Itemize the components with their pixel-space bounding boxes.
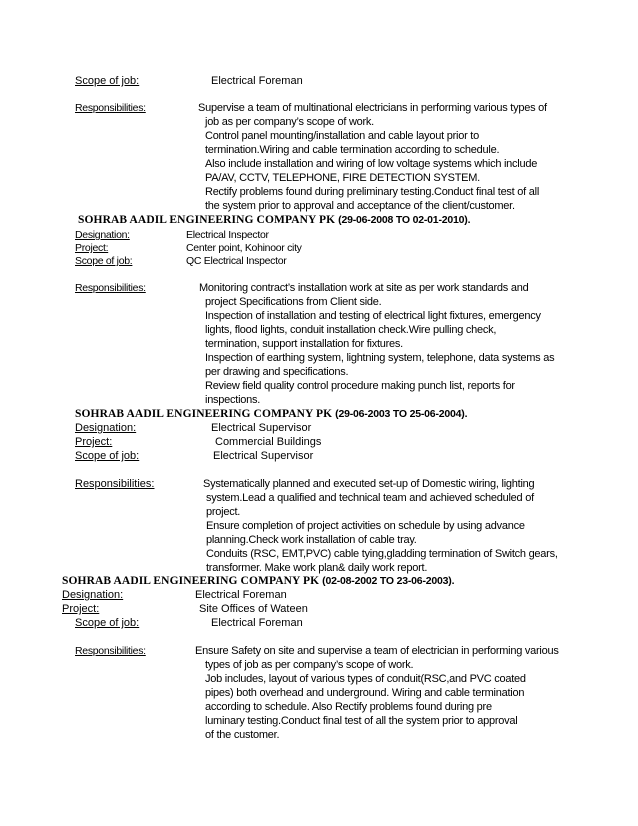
s3-company-heading xyxy=(75,408,467,420)
s4-resp-line: luminary testing.Conduct final test of all the system prior to approval xyxy=(205,715,518,727)
s3-resp-line: transformer. Make work plan& daily work report. xyxy=(206,562,428,574)
s2-resp-line: project Specifications from Client side. xyxy=(205,296,382,308)
s3-company-name: SOHRAB AADIL ENGINEERING COMPANY PK xyxy=(75,408,333,420)
s2-designation-label: Designation: xyxy=(75,229,130,241)
s3-resp-line: planning.Check work installation of cable tray. xyxy=(206,534,417,546)
s3-designation-value: Electrical Supervisor xyxy=(211,422,312,434)
s1-resp-label: Responsibilities: xyxy=(75,102,146,114)
s4-resp-line: Ensure Safety on site and supervise a team of electrician in performing various xyxy=(195,645,559,657)
s3-designation-label: Designation: xyxy=(75,422,137,434)
s4-scope-label: Scope of job: xyxy=(75,617,140,629)
s4-project-value: Site Offices of Wateen xyxy=(199,603,308,615)
s1-resp-line: Control panel mounting/installation and cable layout prior to xyxy=(205,130,479,142)
s3-scope-label: Scope of job: xyxy=(75,450,140,462)
s2-resp-label: Responsibilities: xyxy=(75,282,146,294)
s4-company-dates: (02-08-2002 TO 23-06-2003). xyxy=(322,575,455,587)
s3-resp-label: Responsibilities: xyxy=(75,478,155,490)
s2-project-label: Project: xyxy=(75,242,109,254)
s2-resp-line: inspections. xyxy=(205,394,261,406)
s2-resp-line: per drawing and specifications. xyxy=(205,366,349,378)
s4-resp-line: pipes) both overhead and underground. Wiring and cable termination xyxy=(205,687,525,699)
s4-company-name: SOHRAB AADIL ENGINEERING COMPANY PK xyxy=(62,575,320,587)
s2-scope-label: Scope of job: xyxy=(75,255,133,267)
s1-resp-line: Rectify problems found during preliminary testing.Conduct final test of all xyxy=(205,186,540,198)
s1-scope-label: Scope of job: xyxy=(75,75,140,87)
s4-resp-line: Job includes, layout of various types of conduit(RSC,and PVC coated xyxy=(205,673,526,685)
s4-resp-label: Responsibilities: xyxy=(75,645,146,657)
s4-resp-line: types of job as per company’s scope of work. xyxy=(205,659,414,671)
s1-resp-line: Supervise a team of multinational electricians in performing various types of xyxy=(198,102,547,114)
s3-resp-line: Ensure completion of project activities on schedule by using advance xyxy=(206,520,525,532)
s2-company-heading xyxy=(78,214,470,226)
s2-scope-value: QC Electrical Inspector xyxy=(186,255,287,267)
s4-resp-line: according to schedule. Also Rectify problems found during pre xyxy=(205,701,492,713)
s1-resp-line: the system prior to approval and acceptance of the client/customer. xyxy=(205,200,515,212)
s1-resp-line: PA/AV, CCTV, TELEPHONE, FIRE DETECTION SYSTEM. xyxy=(205,172,480,184)
s2-resp-line: Review field quality control procedure making punch list, reports for xyxy=(205,380,515,392)
s2-resp-line: Inspection of earthing system, lightning system, telephone, data systems as xyxy=(205,352,555,364)
s4-project-label: Project: xyxy=(62,603,100,615)
s2-designation-value: Electrical Inspector xyxy=(186,229,269,241)
s2-resp-line: lights, flood lights, conduit installation check.Wire pulling check, xyxy=(205,324,497,336)
s3-scope-value: Electrical Supervisor xyxy=(213,450,314,462)
s1-resp-line: job as per company’s scope of work. xyxy=(205,116,374,128)
s1-scope-value: Electrical Foreman xyxy=(211,75,303,87)
s2-resp-line: Monitoring contract’s installation work at site as per work standards and xyxy=(199,282,529,294)
s4-scope-value: Electrical Foreman xyxy=(211,617,303,629)
s2-project-value: Center point, Kohinoor city xyxy=(186,242,302,254)
s4-designation-value: Electrical Foreman xyxy=(195,589,287,601)
s1-resp-line: Also include installation and wiring of low voltage systems which include xyxy=(205,158,538,170)
s4-resp-line: of the customer. xyxy=(205,729,280,741)
s3-resp-line: project. xyxy=(206,506,241,518)
s3-company-dates: (29-06-2003 TO 25-06-2004). xyxy=(335,408,468,420)
s2-company-name: SOHRAB AADIL ENGINEERING COMPANY PK xyxy=(78,214,336,226)
s3-resp-line: Conduits (RSC, EMT,PVC) cable tying,gladding termination of Switch gears, xyxy=(206,548,558,560)
s3-project-label: Project: xyxy=(75,436,113,448)
s3-resp-line: system.Lead a qualified and technical team and achieved scheduled of xyxy=(206,492,534,504)
s3-project-value: Commercial Buildings xyxy=(215,436,322,448)
s4-company-heading xyxy=(62,575,454,587)
s2-company-dates: (29-06-2008 TO 02-01-2010). xyxy=(338,214,471,226)
s1-resp-line: termination.Wiring and cable termination according to schedule. xyxy=(205,144,500,156)
s2-resp-line: termination, support installation for fixtures. xyxy=(205,338,403,350)
s3-resp-line: Systematically planned and executed set-up of Domestic wiring, lighting xyxy=(203,478,535,490)
s4-designation-label: Designation: xyxy=(62,589,124,601)
s2-resp-line: Inspection of installation and testing of electrical light fixtures, emergency xyxy=(205,310,541,322)
